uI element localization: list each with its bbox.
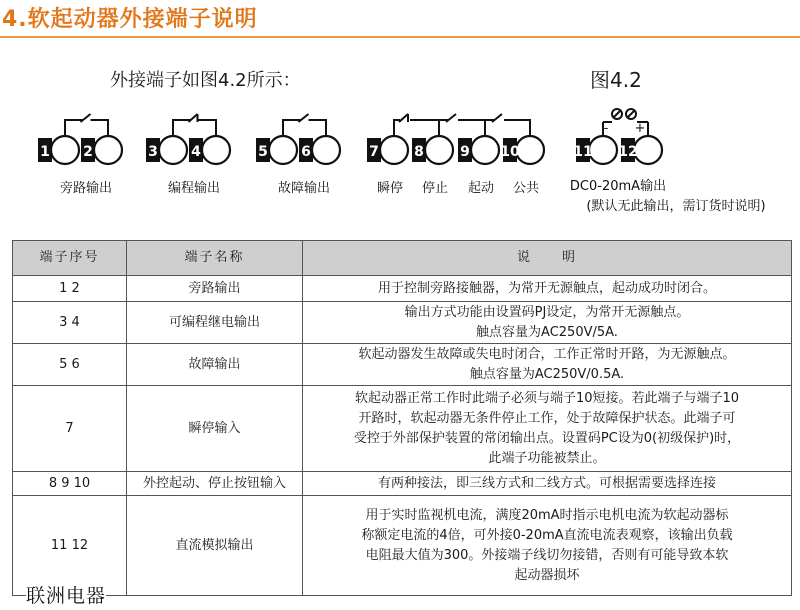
- terminal-number: 7: [369, 144, 379, 160]
- header-description: 说 明: [303, 241, 792, 276]
- terminal-number: 8: [414, 144, 424, 160]
- wiring-line: [283, 120, 326, 136]
- terminal-diagram: [0, 100, 800, 230]
- figure-label: 图4.2: [590, 68, 642, 92]
- terminal-screw-icon: [634, 136, 662, 164]
- header-terminal-no: 端子序号: [13, 241, 127, 276]
- description-line: 触点容量为AC250V/5A.: [476, 324, 618, 340]
- terminal-screw-icon: [94, 136, 122, 164]
- normally-open-contact-icon: [446, 114, 456, 122]
- normally-closed-contact-icon: [189, 114, 198, 122]
- terminal-number: 10: [500, 144, 520, 160]
- table-row: [13, 386, 792, 472]
- description-line: 输出方式功能由设置码PJ设定，为常开无源触点。: [404, 304, 690, 320]
- description-line: 称额定电流的4倍，可外接0-20mA直流电流表观察，该输出负载: [361, 527, 733, 543]
- terminal-name-cell: 瞬停输入: [127, 386, 303, 472]
- description-line: 起动器损坏: [514, 567, 580, 583]
- terminal-no-cell: 11 12: [13, 496, 127, 596]
- terminal-number: 2: [83, 144, 93, 160]
- terminal-screw-icon: [516, 136, 544, 164]
- description-line: 软起动器正常工作时此端子必须与端子10短接。若此端子与端子10: [354, 390, 740, 406]
- terminal-number: 5: [258, 144, 268, 160]
- terminal-number: 6: [301, 144, 311, 160]
- terminal-no-cell: 5 6: [13, 344, 127, 386]
- terminal-screw-icon: [269, 136, 297, 164]
- terminal-name-cell: 外控起动、停止按钮输入: [127, 472, 303, 496]
- terminal-number: 4: [191, 144, 201, 160]
- terminal-screw-icon: [202, 136, 230, 164]
- description-line: 开路时，软起动器无条件停止工作，处于故障保护状态。此端子可: [358, 410, 736, 426]
- terminal-group-label: 编程输出: [167, 181, 221, 196]
- table-row: [13, 496, 792, 596]
- normally-open-contact-icon: [81, 114, 91, 122]
- description-cell: [303, 344, 792, 386]
- normally-open-contact-icon: [299, 114, 309, 122]
- terminal-label: 公共: [512, 181, 540, 196]
- terminal-screw-icon: [589, 136, 617, 164]
- terminal-group-label: 故障输出: [277, 181, 331, 196]
- terminal-name-cell: 故障输出: [127, 344, 303, 386]
- terminal-name-cell: 直流模拟输出: [127, 496, 303, 596]
- terminal-spec-table: [12, 240, 792, 596]
- table-row: [13, 302, 792, 344]
- terminal-number: 11: [573, 144, 593, 160]
- wiring-line: [394, 120, 530, 136]
- terminal-screw-icon: [312, 136, 340, 164]
- terminal-label: 瞬停: [376, 181, 404, 196]
- terminal-note: (默认无此输出，需订货时说明): [586, 199, 766, 214]
- description-line: 触点容量为AC250V/0.5A.: [469, 366, 625, 382]
- terminal-number: 9: [460, 144, 470, 160]
- description-line: 用于实时监视机电流，满度20mA时指示电机电流为软起动器标: [365, 507, 729, 523]
- table-row: [13, 344, 792, 386]
- terminal-label: 停止: [421, 181, 449, 196]
- terminal-name-cell: 可编程继电输出: [127, 302, 303, 344]
- terminal-number: 12: [618, 144, 638, 160]
- description-line: 受控于外部保护装置的常闭输出点。设置码PC设为0(初级保护)时，: [353, 430, 741, 446]
- description-line: 此端子功能被禁止。: [488, 450, 606, 466]
- header-terminal-name: 端子名称: [127, 241, 303, 276]
- description-cell: [303, 472, 792, 496]
- terminal-label: 起动: [467, 181, 495, 196]
- terminal-name-cell: 旁路输出: [127, 276, 303, 302]
- polarity-plus: +: [634, 121, 646, 136]
- intro-text: 外接端子如图4.2所示：: [110, 70, 301, 91]
- description-line: 软起动器发生故障或失电时闭合，工作正常时开路，为无源触点。: [358, 346, 736, 362]
- title-divider: [0, 36, 800, 38]
- terminal-group-label: DC0-20mA输出: [569, 179, 667, 194]
- normally-open-contact-icon: [492, 114, 502, 122]
- section-title: 4.软起动器外接端子说明: [2, 7, 258, 32]
- terminal-screw-icon: [425, 136, 453, 164]
- table-row: [13, 472, 792, 496]
- terminal-group-label: 旁路输出: [59, 181, 113, 196]
- terminal-no-cell: 8 9 10: [13, 472, 127, 496]
- description-cell: [303, 386, 792, 472]
- terminal-screw-icon: [471, 136, 499, 164]
- description-line: 电阻最大值为300。外接端子线切勿接错，否则有可能导致本软: [365, 547, 729, 563]
- wiring-line: [173, 120, 216, 136]
- normally-closed-contact-icon: [399, 114, 408, 122]
- terminal-screw-icon: [51, 136, 79, 164]
- terminal-no-cell: 3 4: [13, 302, 127, 344]
- terminal-number: 3: [148, 144, 158, 160]
- wiring-line: [65, 120, 108, 136]
- terminal-number: 1: [40, 144, 50, 160]
- terminal-no-cell: 1 2: [13, 276, 127, 302]
- terminal-no-cell: 7: [13, 386, 127, 472]
- table-header-row: [13, 241, 792, 276]
- terminal-screw-icon: [380, 136, 408, 164]
- description-cell: [303, 276, 792, 302]
- polarity-minus: -: [603, 121, 609, 136]
- table-row: [13, 276, 792, 302]
- description-line: 有两种接法，即三线方式和二线方式。可根据需要选择连接: [377, 475, 716, 491]
- description-cell: [303, 496, 792, 596]
- terminal-screw-icon: [159, 136, 187, 164]
- company-watermark: 联洲电器: [26, 581, 106, 608]
- description-cell: [303, 302, 792, 344]
- description-line: 用于控制旁路接触器，为常开无源触点，起动成功时闭合。: [377, 280, 716, 296]
